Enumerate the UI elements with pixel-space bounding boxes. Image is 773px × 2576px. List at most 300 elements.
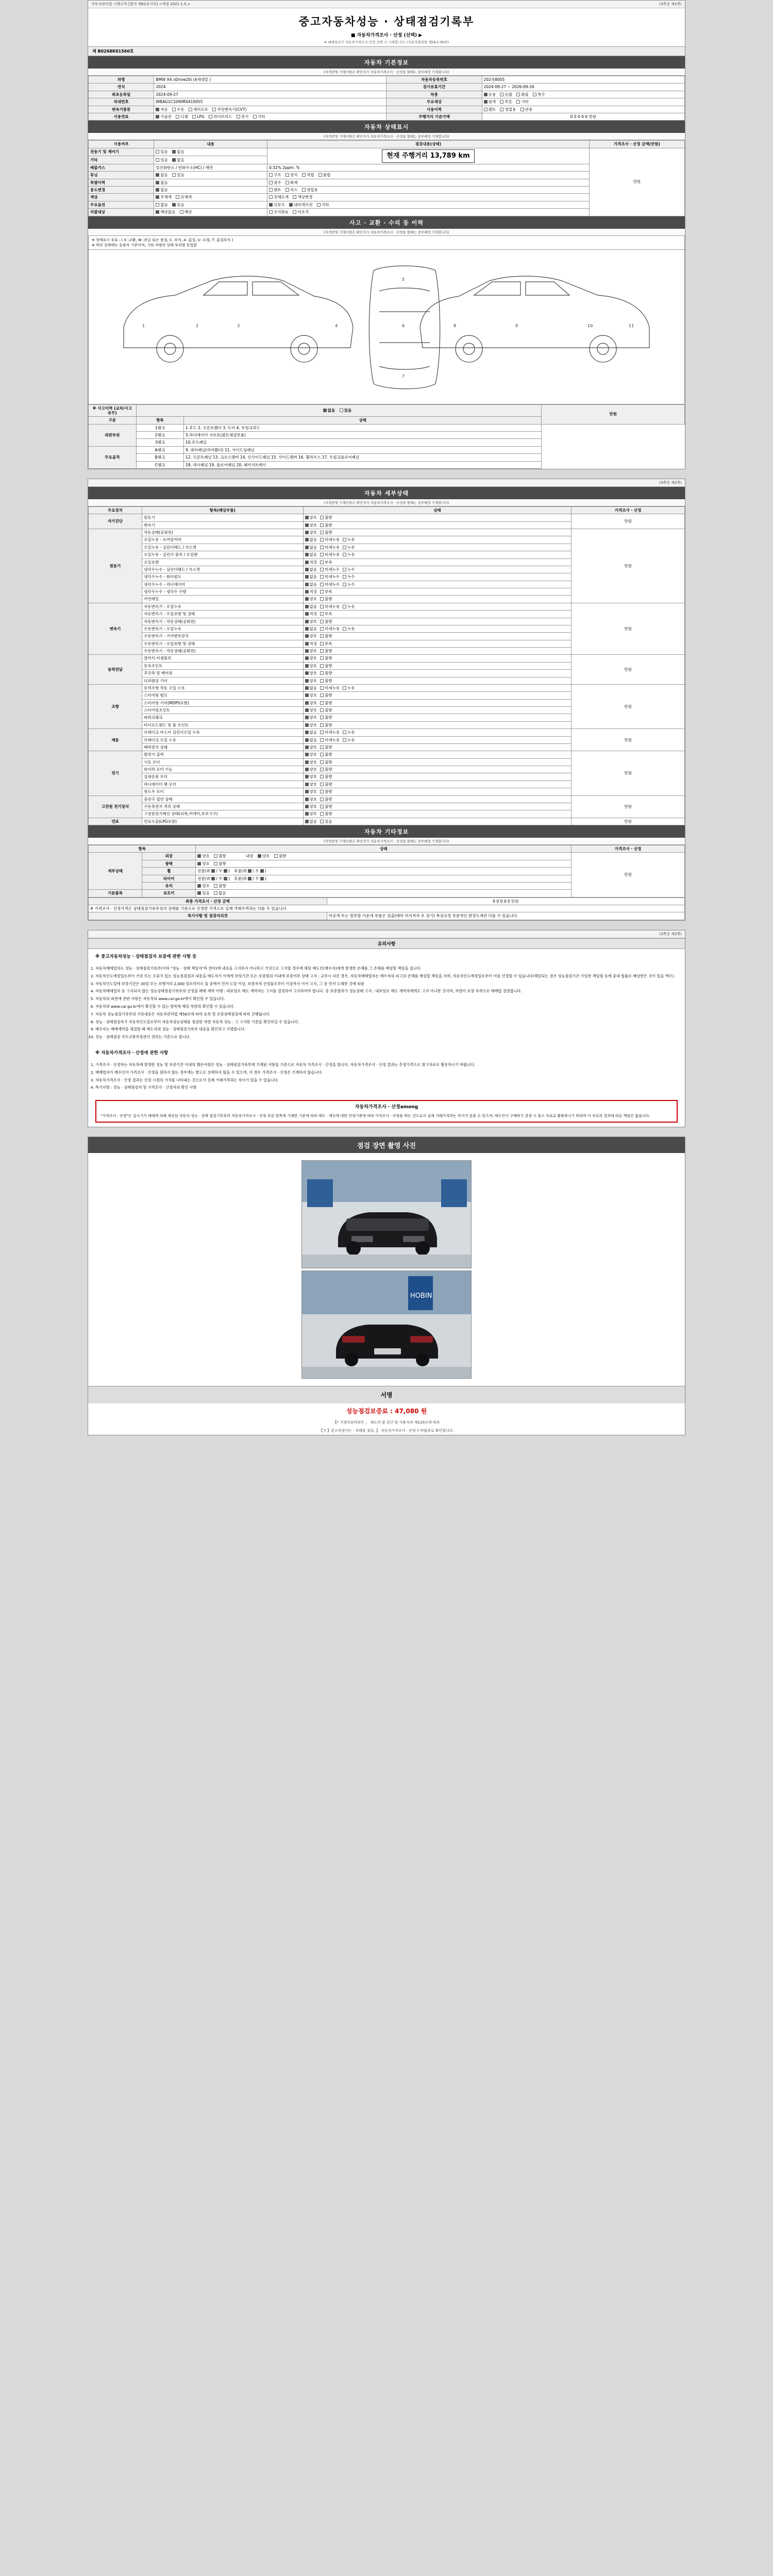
etc-label-tire: 타이어 [142, 875, 196, 882]
table-row [89, 446, 685, 453]
group-outer-panel: 외판부위 [89, 424, 137, 446]
detail-item: 냉각수누수 - 실린더헤드 / 가스켓 [142, 566, 303, 573]
detail-item: 원동기 [142, 514, 303, 521]
option-usechange-none[interactable]: 없음 [156, 188, 168, 192]
option-key-no[interactable]: 없음 [214, 891, 226, 895]
option-fuel-hybrid[interactable]: 하이브리드 [209, 114, 232, 119]
price-survey-notice-text: "가격조사 · 산정"은 실시기가 매매에 의해 제공된 자동차 성능 · 상태 점검기록부의 자동차가격조사 · 산정 부분 항목에 기재한 기준에 따라 매도 · 매수에 대한 산정기준에 따라 가격조사 · 산정을 하는 것으로서 실제 거래가격과는 차이가 있을 수 있으며, 매수인이 구매하기 결정 시 참고 자료로 활용하시기 바라며 이 자료의 결과에 따른 책임은 없습니다. [100, 1113, 650, 1118]
option-1-7-1[interactable]: 미세누수 [320, 582, 340, 587]
option-3-0-1[interactable]: 불량 [320, 656, 332, 660]
label-vin: 차대번호 [89, 98, 154, 106]
option-6-1-1[interactable]: 불량 [320, 760, 332, 765]
option-7-2-0[interactable]: 양호 [305, 811, 317, 816]
option-3-2-0[interactable]: 양호 [305, 671, 317, 675]
option-fuel-diesel[interactable]: 디젤 [176, 114, 188, 119]
option-crash-none[interactable]: 없음 [323, 408, 335, 413]
section-detail-title: 자동차 세부상태 [88, 487, 685, 499]
section-accident-title: 사고 · 교환 · 수리 등 이력 [88, 216, 685, 229]
option-2-4-1[interactable]: 불량 [320, 634, 332, 638]
option-4-2-0[interactable]: 양호 [305, 701, 317, 705]
option-glass-bad[interactable]: 불량 [214, 884, 226, 888]
option-1-3-2[interactable]: 누유 [343, 552, 355, 557]
option-8-0-1[interactable]: 있음 [320, 819, 332, 824]
option-4-4-0[interactable]: 양호 [305, 715, 317, 720]
detail-price-5: 만원 [572, 684, 685, 728]
option-4-3-1[interactable]: 불량 [320, 708, 332, 713]
option-int-bad[interactable]: 불량 [274, 854, 287, 858]
row-content-usechange [154, 187, 267, 194]
row-label-motor: 전동기 및 제어기 [89, 148, 154, 156]
table-header-row [89, 141, 685, 148]
option-color-chroma[interactable]: 유채색 [176, 195, 192, 199]
detail-status-options [303, 773, 572, 781]
table-row [89, 751, 685, 758]
option-4-5-0[interactable]: 양호 [305, 723, 317, 727]
list-item: 3. 자동차가격조사 · 산정 결과는 산정 시점의 가치를 나타내는 것으로서 실제 거래가격과는 차이가 있을 수 있습니다. [95, 1078, 678, 1083]
th-items: 상태 [184, 417, 542, 424]
option-etc[interactable]: 기타 [317, 202, 329, 207]
detail-item: 수동변속기 - 오일유량 및 상태 [142, 640, 303, 647]
option-special-none[interactable]: 없음 [156, 180, 168, 185]
th-group: 구분 [89, 417, 137, 424]
detail-price-6: 만원 [572, 729, 685, 751]
option-polish-good[interactable]: 양호 [197, 861, 210, 866]
detail-status-options [303, 514, 572, 521]
option-2-1-1[interactable]: 부족 [320, 612, 332, 616]
svg-text:7: 7 [402, 374, 405, 379]
option-recall-done[interactable]: 조치완료 [269, 210, 289, 214]
list-item: 2. 자동차인도예정일로부터 거짓 또는 오류가 있는 성능점검결과 내용을 매도자가 이에게 보험기간 또는 보증범위 이내에 보증여부 상태 고지 : 교부시 다른 경우, 자동차매매업자는 매수자의 피고의 손해를 배상할 책임을 지며, 자동차인도예정일로부터 이를 산정할 수 있습니다(해당되는 경우 성능점검기간 기임한 책임범 등에 중대 법률로 배상받은 것이 있음 액수). [95, 974, 678, 979]
option-1-9-1[interactable]: 불량 [320, 597, 332, 601]
row-content-special [154, 179, 267, 186]
th-major-device: 주요장치 [89, 506, 142, 514]
option-color-solid[interactable]: 원색 [484, 99, 496, 104]
detail-item: 작동상태(공회전) [142, 529, 303, 536]
row-content-options [154, 201, 267, 208]
detail-status-options [303, 781, 572, 788]
option-5-0-0[interactable]: 없음 [305, 730, 317, 735]
th-content: 내용 [154, 141, 267, 148]
option-color-other[interactable]: 기타 [516, 99, 529, 104]
section-detail-note: (자격증명 기재사항은 확인자가 자동차가격조사 · 산정을 할때는 중부배정 기재합니다) [88, 499, 685, 506]
detail-item: 스티어링조인트 [142, 707, 303, 714]
option-1-6-0[interactable]: 없음 [305, 574, 317, 579]
etc-label-glass: 유리 [142, 882, 196, 889]
photo-front[interactable] [301, 1160, 472, 1268]
option-3-0-0[interactable]: 양호 [305, 656, 317, 660]
option-2-3-2[interactable]: 누유 [343, 626, 355, 631]
option-other-yes[interactable]: 있음 [156, 158, 168, 162]
option-usage-gov[interactable]: 관용 [520, 107, 533, 112]
detail-status-options [303, 544, 572, 551]
detail-item: 냉각수누수 - 냉각수 수량 [142, 588, 303, 596]
detail-status-options [303, 566, 572, 573]
option-5-1-0[interactable]: 없음 [305, 738, 317, 742]
page-indicator-3: (3쪽중 제3쪽) [659, 931, 682, 936]
option-7-0-0[interactable]: 양호 [305, 797, 317, 802]
option-repaint-all[interactable]: 전체도색 [269, 195, 289, 199]
option-0-1-1[interactable]: 불량 [320, 523, 332, 528]
option-tuning-structure[interactable]: 구조 [269, 173, 281, 177]
option-1-2-1[interactable]: 미세누유 [320, 545, 340, 550]
group-detail-state: 세부상태 [89, 853, 142, 890]
option-tire-front[interactable]: 전륜(좌 / 우 ) [197, 876, 230, 881]
etc-price-cell: 만원 [572, 853, 685, 897]
value-usage-history [482, 106, 684, 113]
option-1-4-0[interactable]: 적정 [305, 560, 317, 565]
section-etc-title: 자동차 기타정보 [88, 825, 685, 838]
option-type-passenger[interactable]: 승용 [484, 92, 496, 97]
detail-group-8: 고전원 전기장치 [89, 795, 142, 818]
option-trans-auto[interactable]: 자동 [156, 107, 168, 112]
table-row [89, 729, 685, 736]
detail-item: 시동 모터 [142, 758, 303, 766]
option-5-2-0[interactable]: 양호 [305, 745, 317, 750]
remarks-label: 특기사항 및 점검자의견 [89, 912, 327, 920]
option-6-0-1[interactable]: 불량 [320, 752, 332, 757]
row-content-recall [154, 209, 267, 216]
option-5-0-1[interactable]: 미세누유 [320, 730, 340, 735]
option-fuel-hydrogen[interactable]: 기타 [253, 114, 265, 119]
option-1-3-0[interactable]: 없음 [305, 552, 317, 557]
option-2-5-1[interactable]: 부족 [320, 641, 332, 646]
option-wheel-rear[interactable]: 후륜(좌 / 우 ) [234, 869, 266, 874]
option-6-4-1[interactable]: 불량 [320, 782, 332, 787]
detail-status-options [303, 618, 572, 625]
option-6-3-1[interactable]: 불량 [320, 774, 332, 779]
etc-value-exterior [196, 853, 572, 860]
option-fuel-ev[interactable]: 전기 [237, 114, 249, 119]
option-motor-yes[interactable]: 있음 [156, 149, 168, 154]
option-7-1-1[interactable]: 불량 [320, 804, 332, 809]
detail-item: 충전구 절연 상태 [142, 795, 303, 803]
option-color-twotone[interactable]: 투톤 [500, 99, 512, 104]
detail-item: 자동변속기 - 오일유량 및 상태 [142, 611, 303, 618]
option-4-1-0[interactable]: 양호 [305, 693, 317, 698]
th-crash-type: ※ 사고이력 (교차/사고 유무) [89, 404, 137, 417]
option-tuning-illegal[interactable]: 불법 [318, 173, 331, 177]
option-3-1-0[interactable]: 양호 [305, 664, 317, 668]
option-4-0-0[interactable]: 없음 [305, 686, 317, 690]
rank-c: C랭크 [136, 461, 184, 468]
option-2-0-0[interactable]: 없음 [305, 604, 317, 609]
option-1-5-0[interactable]: 없음 [305, 567, 317, 572]
row-check-special [267, 179, 590, 186]
detail-status-options [303, 596, 572, 603]
detail-status-options [303, 655, 572, 662]
list-item: 7. 자동차 성능점검기록부의 기록내용은 자동차관리법 제58조에 따라 등록 및 보증상태점검에 따라 진행됩니다. [95, 1012, 678, 1018]
option-fuel-lpg[interactable]: LPG [192, 114, 205, 119]
row-label-options: 주요옵션 [89, 201, 154, 208]
option-6-4-0[interactable]: 양호 [305, 782, 317, 787]
option-special-fire[interactable]: 화재 [285, 180, 298, 185]
option-usechange-rent[interactable]: 렌트 [269, 188, 281, 192]
option-sunroof[interactable]: 선루프 [269, 202, 285, 207]
option-1-1-2[interactable]: 누유 [343, 537, 355, 542]
detail-price-9: 만원 [572, 818, 685, 825]
final-price-label: 최종 가격조사 · 산정 금액 [89, 897, 327, 905]
rank-a-items: 9. 쿼터패널(리어휀더) 11. 사이드실패널 [184, 446, 542, 453]
option-6-5-0[interactable]: 양호 [305, 789, 317, 794]
svg-text:9: 9 [515, 323, 518, 328]
detail-group-7: 전기 [89, 751, 142, 795]
photo-front-svg [302, 1161, 472, 1268]
table-row [89, 83, 685, 91]
option-1-3-1[interactable]: 미세누유 [320, 552, 340, 557]
option-key-yes[interactable]: 있음 [197, 891, 210, 895]
detail-item: 파워크랭크 [142, 714, 303, 721]
option-3-1-1[interactable]: 불량 [320, 664, 332, 668]
caution-heading-1: ※ 중고자동차성능 · 상태점검자 보증에 관한 사항 등 [95, 954, 197, 959]
table-header-row [89, 404, 685, 417]
photo-rear[interactable] [301, 1270, 472, 1379]
option-0-0-1[interactable]: 불량 [320, 515, 332, 520]
value-first-registration: 2024-09-27 [154, 91, 386, 98]
option-tuning-device[interactable]: 장치 [285, 173, 298, 177]
option-5-1-2[interactable]: 누유 [343, 738, 355, 742]
table-row [89, 91, 685, 98]
photo-area [88, 1153, 685, 1386]
detail-status-options [303, 743, 572, 751]
option-4-3-0[interactable]: 양호 [305, 708, 317, 713]
row-check-tuning [267, 172, 590, 179]
detail-item: 와이퍼 모터 기능 [142, 766, 303, 773]
etc-label-interior: 내장 [246, 854, 254, 859]
option-4-4-1[interactable]: 불량 [320, 715, 332, 720]
option-1-4-1[interactable]: 부족 [320, 560, 332, 565]
value-car-name: BMW X4 xDrive20i (4세대말 ) [154, 76, 386, 83]
label-year: 연식 [89, 83, 154, 91]
option-2-0-2[interactable]: 누유 [343, 604, 355, 609]
table-row [89, 684, 685, 691]
accident-price-value: 만원 [609, 412, 617, 417]
option-recall-yes[interactable]: 해당 [180, 210, 192, 214]
sheet-page-2 [88, 479, 685, 921]
option-1-9-0[interactable]: 양호 [305, 597, 317, 601]
detail-group-1: 자기진단 [89, 514, 142, 529]
th-crash-val [136, 404, 542, 417]
topbar-2 [88, 479, 685, 487]
option-8-0-0[interactable]: 없음 [305, 819, 317, 824]
option-3-2-1[interactable]: 불량 [320, 671, 332, 675]
detail-group-3: 변속기 [89, 603, 142, 655]
option-7-0-1[interactable]: 불량 [320, 797, 332, 802]
option-5-0-2[interactable]: 누유 [343, 730, 355, 735]
detail-status-options [303, 581, 572, 588]
table-row [89, 424, 685, 431]
option-5-1-1[interactable]: 미세누유 [320, 738, 340, 742]
detail-status-options [303, 603, 572, 610]
detail-status-options [303, 818, 572, 825]
option-color-changed[interactable]: 색상변경 [293, 195, 312, 199]
detail-status-options [303, 714, 572, 721]
option-1-1-1[interactable]: 미세누유 [320, 537, 340, 542]
final-price-table [88, 897, 685, 920]
option-int-good[interactable]: 양호 [258, 854, 270, 858]
option-tuning-legal[interactable]: 적법 [302, 173, 314, 177]
option-1-0-1[interactable]: 불량 [320, 530, 332, 535]
detail-item: 구동축전지 격리 상태 [142, 803, 303, 810]
option-recall-pending[interactable]: 미조치 [293, 210, 309, 214]
detail-item: 브레이크 오일 누유 [142, 736, 303, 743]
detail-item: 커먼레일 [142, 596, 303, 603]
option-4-0-1[interactable]: 미세누유 [320, 686, 340, 690]
detail-item: 윈도우 모터 [142, 788, 303, 795]
rank-3-items: 10.루프패널 [184, 439, 542, 446]
option-ext-bad[interactable]: 불량 [214, 854, 226, 858]
price-column [589, 148, 684, 216]
option-fuel-gasoline[interactable]: 가솔린 [156, 114, 172, 119]
option-7-2-1[interactable]: 불량 [320, 811, 332, 816]
caution-list-2 [88, 1059, 685, 1096]
option-opt-none[interactable]: 없음 [156, 202, 168, 207]
section-basic-note: (자격증명 기재사항은 확인자가 자동차가격조사 · 산정을 할때는 중부배정 기재합니다) [88, 69, 685, 76]
option-2-0-1[interactable]: 미세누유 [320, 604, 340, 609]
option-4-5-1[interactable]: 불량 [320, 723, 332, 727]
option-1-6-1[interactable]: 미세누수 [320, 574, 340, 579]
option-1-7-2[interactable]: 누수 [343, 582, 355, 587]
option-1-2-2[interactable]: 누유 [343, 545, 355, 550]
detail-item: 수동변속기 - 오일누유 [142, 625, 303, 632]
option-1-7-0[interactable]: 없음 [305, 582, 317, 587]
table-row [89, 113, 685, 120]
option-1-5-1[interactable]: 미세누수 [320, 567, 340, 572]
option-glass-good[interactable]: 양호 [197, 884, 210, 888]
option-1-5-2[interactable]: 누수 [343, 567, 355, 572]
label-first-registration: 최초등록일 [89, 91, 154, 98]
option-2-5-0[interactable]: 적정 [305, 641, 317, 646]
option-motor-no[interactable]: 없음 [172, 149, 184, 154]
option-usage-business[interactable]: 영업용 [500, 107, 516, 112]
table-row [89, 818, 685, 825]
option-tuning-yes[interactable]: 있음 [172, 173, 184, 177]
section-state-note: (자격증명 기재사항은 확인자가 자동차가격조사 · 산정을 할때는 중부배정 기재합니다) [88, 133, 685, 140]
option-1-8-0[interactable]: 적정 [305, 589, 317, 594]
option-2-2-1[interactable]: 불량 [320, 619, 332, 624]
option-0-0-0[interactable]: 양호 [305, 515, 317, 520]
row-label-tuning: 튜닝 [89, 172, 154, 179]
option-usechange-biz[interactable]: 영업용 [302, 188, 318, 192]
vehicle-diagram-svg [93, 250, 680, 403]
option-4-2-1[interactable]: 불량 [320, 701, 332, 705]
document-number: 제 B0268K01560호 [88, 46, 685, 56]
option-special-flood[interactable]: 침수 [269, 180, 281, 185]
table-row [89, 98, 685, 106]
option-1-6-2[interactable]: 누수 [343, 574, 355, 579]
option-ext-good[interactable]: 양호 [197, 854, 210, 858]
option-opt-yes[interactable]: 있음 [172, 202, 184, 207]
option-trans-manual[interactable]: 수동 [172, 107, 184, 112]
row-label-usechange: 용도변경 [89, 187, 154, 194]
detail-item: 오일누유 - 로커암커버 [142, 536, 303, 544]
rank-3: 3랭크 [136, 439, 184, 446]
option-other-no[interactable]: 없음 [172, 158, 184, 162]
option-6-2-0[interactable]: 양호 [305, 767, 317, 772]
section-accident-note: (자격증명 기재사항은 확인자가 자동차가격조사 · 산정을 할때는 중부배정 기재합니다) [88, 229, 685, 236]
option-trans-semi[interactable]: 세미오토 [189, 107, 208, 112]
option-5-2-1[interactable]: 불량 [320, 745, 332, 750]
option-crash-yes[interactable]: 있음 [340, 408, 352, 413]
detail-status-options [303, 558, 572, 566]
svg-text:1: 1 [142, 323, 145, 328]
photo-rear-svg [302, 1271, 472, 1379]
option-2-6-1[interactable]: 불량 [320, 649, 332, 653]
svg-text:11: 11 [629, 323, 634, 328]
th-check: 점검내용(상태) [267, 141, 590, 148]
row-check-usechange [267, 187, 590, 194]
option-2-3-1[interactable]: 미세누유 [320, 626, 340, 631]
option-0-1-0[interactable]: 양호 [305, 523, 317, 528]
accident-rank-table [88, 404, 685, 469]
label-color: 주요색상 [386, 98, 482, 106]
option-type-special[interactable]: 특수 [533, 92, 545, 97]
option-1-0-0[interactable]: 양호 [305, 530, 317, 535]
option-3-3-1[interactable]: 불량 [320, 679, 332, 683]
option-1-1-0[interactable]: 없음 [305, 537, 317, 542]
option-4-0-2[interactable]: 누유 [343, 686, 355, 690]
list-item: 5. 자동차의 외판에 관한 사항은 자동차의 www.car.go.kr에서 확인할 수 있습니다. [95, 996, 678, 1002]
value-fuel [154, 113, 386, 120]
inspection-fee-value: 47,080 원 [395, 1408, 427, 1415]
footer-line-1: 【* 가정자료비판은 」 제도의 및 공단 및 사용자의 제120조에 따라 [333, 1420, 440, 1425]
option-color-mono[interactable]: 무채색 [156, 195, 172, 199]
option-recall-na[interactable]: 해당없음 [156, 210, 175, 214]
section-photo-title: 점검 장면 촬영 사진 [88, 1137, 685, 1153]
table-row [89, 439, 685, 446]
option-2-3-0[interactable]: 없음 [305, 626, 317, 631]
page-indicator-2: (3쪽중 제2쪽) [659, 480, 682, 485]
option-7-1-0[interactable]: 양호 [305, 804, 317, 809]
th-item: 항목(해당부품) [142, 506, 303, 514]
option-1-2-0[interactable]: 없음 [305, 545, 317, 550]
option-6-1-0[interactable]: 양호 [305, 760, 317, 765]
form-legal-ref: 자동차관리법 시행규칙 [별지 제82호서식] <개정 2021.1.5.> [91, 2, 191, 6]
option-polish-bad[interactable]: 불량 [214, 861, 226, 866]
svg-text:6: 6 [402, 323, 405, 328]
diagram-legend-note: ※ 하단 상태에는 승용차 기준이며, 기타 차량의 상태 부위별 동일함 [92, 243, 197, 247]
list-item: 9. 매수자는 매매계약을 체결할 때 매도자의 성능 · 상태점검기록부 내용을 확인하고 서명합니다. [95, 1027, 678, 1032]
option-type-truck[interactable]: 화물 [516, 92, 529, 97]
list-item: 2. 매매업자가 매수인이 가격조사 · 산정을 원하지 않는 경우에는 별도로 선택하지 않을 수 있으며, 이 경우 가격조사 · 산정은 기재하지 않습니다. [95, 1070, 678, 1076]
option-6-5-1[interactable]: 불량 [320, 789, 332, 794]
option-usechange-lease[interactable]: 리스 [285, 188, 298, 192]
option-tire-rear[interactable]: 후륜(좌 / 우 ) [234, 876, 266, 881]
option-2-4-0[interactable]: 양호 [305, 634, 317, 638]
option-navigation[interactable]: 내비게이션 [289, 202, 312, 207]
detail-item: 냉각수누수 - 워터펌프 [142, 573, 303, 581]
option-6-0-0[interactable]: 양호 [305, 752, 317, 757]
option-1-8-1[interactable]: 부족 [320, 589, 332, 594]
option-2-1-0[interactable]: 적정 [305, 612, 317, 616]
option-wheel-front[interactable]: 전륜(좌 / 우 ) [197, 869, 230, 874]
detail-status-options [303, 662, 572, 669]
option-3-3-0[interactable]: 양호 [305, 679, 317, 683]
etc-value-glass [196, 882, 572, 889]
option-2-2-0[interactable]: 양호 [305, 619, 317, 624]
option-type-van[interactable]: 승합 [500, 92, 512, 97]
label-fuel: 사용연료 [89, 113, 154, 120]
footer-line-2: 【 Y 】중고차검사는 · 상태를 점검, 】 자동차가격조사 · 산정 } 바랍과로 확인합니다. [319, 1429, 454, 1433]
option-usage-rent[interactable]: 렌트 [484, 107, 496, 112]
section-basic-title: 자동차 기본정보 [88, 56, 685, 69]
option-2-6-0[interactable]: 양호 [305, 649, 317, 653]
option-trans-cvt[interactable]: 무단변속기(CVT) [212, 107, 246, 112]
vehicle-damage-diagram[interactable] [88, 250, 685, 404]
option-6-2-1[interactable]: 불량 [320, 767, 332, 772]
option-tuning-none[interactable]: 없음 [156, 173, 168, 177]
option-6-3-0[interactable]: 양호 [305, 774, 317, 779]
option-4-1-1[interactable]: 불량 [320, 693, 332, 698]
